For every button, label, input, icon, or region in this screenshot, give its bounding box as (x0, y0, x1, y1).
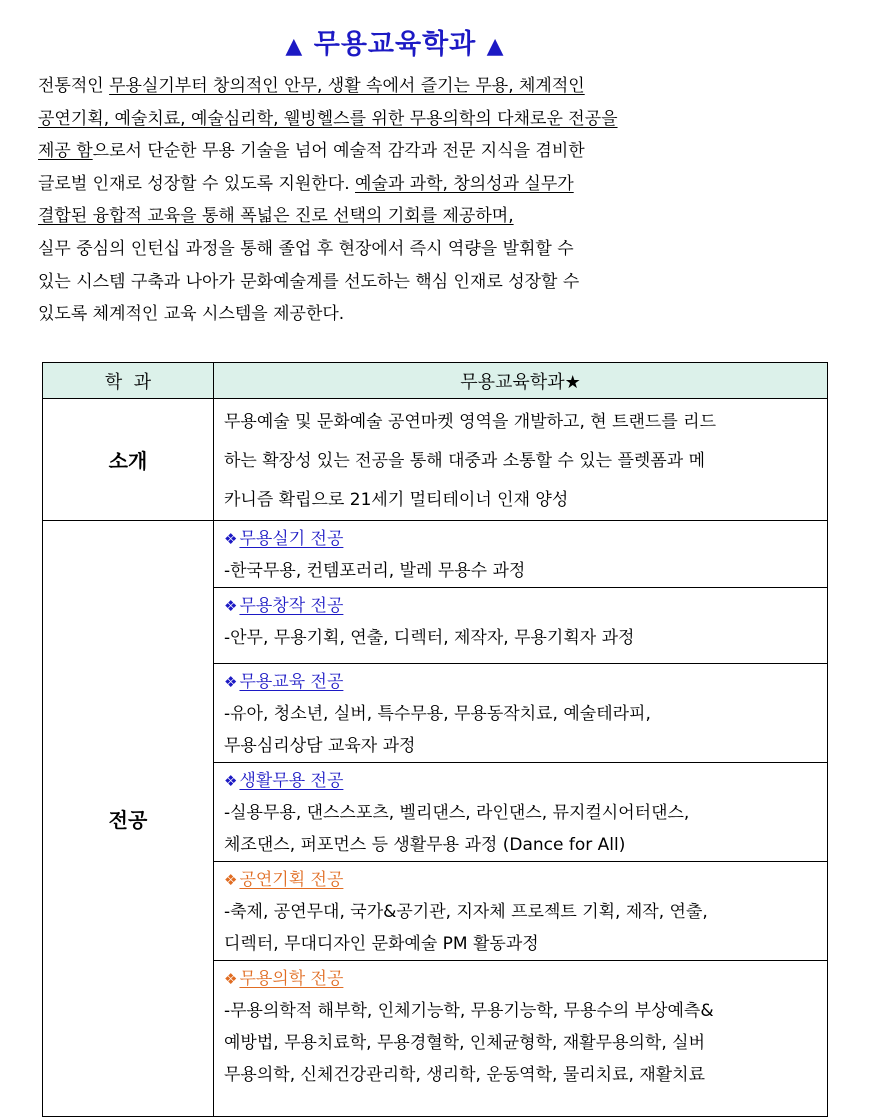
major-title-text: 무용의학 전공 (239, 969, 344, 989)
intro-line (38, 200, 798, 233)
major-title-text: 무용창작 전공 (239, 596, 344, 616)
department-table (42, 362, 828, 1117)
major-description-line: -축제, 공연무대, 국가&공기관, 지자체 프로젝트 기획, 제작, 연출, (224, 902, 708, 922)
diamond-bullet-icon: ❖ (224, 673, 238, 691)
intro-label: 소개 (43, 399, 214, 521)
major-description-line: -실용무용, 댄스스포츠, 벨리댄스, 라인댄스, 뮤지컬시어터댄스, (224, 803, 690, 823)
intro-description-line: 하는 확장성 있는 전공을 통해 대중과 소통할 수 있는 플렛폼과 메 (224, 451, 706, 471)
triangle-up-icon: ▲ (486, 34, 505, 59)
intro-line (38, 298, 798, 331)
title-text: 무용교육학과 (313, 29, 477, 60)
page-title (0, 22, 790, 61)
major-title (224, 765, 821, 797)
table-header-row (43, 363, 828, 399)
underlined-text: 무용실기부터 창의적인 안무, 생활 속에서 즐기는 무용, 체계적인 (109, 76, 585, 96)
major-title-text: 무용실기 전공 (239, 529, 344, 549)
diamond-bullet-icon: ❖ (224, 871, 238, 889)
major-title (224, 864, 821, 896)
major-description-line: 디렉터, 무대디자인 문화예술 PM 활동과정 (224, 934, 539, 954)
major-description-line: -무용의학적 해부학, 인체기능학, 무용기능학, 무용수의 부상예측& (224, 1001, 714, 1021)
intro-line (38, 103, 798, 136)
major-cell (214, 961, 828, 1117)
underlined-text: 예술과 과학, 창의성과 실무가 (355, 173, 574, 194)
major-cell (214, 521, 828, 588)
major-cell (214, 588, 828, 664)
intro-line (38, 135, 798, 168)
diamond-bullet-icon: ❖ (224, 530, 238, 548)
intro-description-line: 무용예술 및 문화예술 공연마켓 영역을 개발하고, 현 트랜드를 리드 (224, 412, 717, 432)
major-cell (214, 763, 828, 862)
intro-line (38, 233, 798, 266)
major-title-text: 무용교육 전공 (239, 672, 344, 692)
underlined-text: 제공 함 (38, 141, 93, 162)
underlined-text: 공연기획, 예술치료, 예술심리학, 웰빙헬스를 위한 무용의학의 다채로운 전공을 (38, 108, 618, 129)
intro-text: 있도록 체계적인 교육 시스템을 제공한다. (38, 304, 345, 325)
major-cell (214, 664, 828, 763)
major-title-text: 공연기획 전공 (239, 870, 344, 890)
intro-text: 있는 시스템 구축과 나아가 문화예술계를 선도하는 핵심 인재로 성장할 수 (38, 271, 580, 292)
major-description-line: 무용의학, 신체건강관리학, 생리학, 운동역학, 물리치료, 재활치료 (224, 1065, 706, 1085)
major-title (224, 963, 821, 995)
intro-description (214, 399, 828, 521)
major-title-text: 생활무용 전공 (239, 771, 344, 791)
major-description-line: -유아, 청소년, 실버, 특수무용, 무용동작치료, 예술테라피, (224, 704, 651, 724)
major-description-line: -안무, 무용기획, 연출, 디렉터, 제작자, 무용기획자 과정 (224, 628, 635, 648)
intro-text: 전통적인 (38, 76, 110, 96)
major-cell (214, 862, 828, 961)
major-title (224, 666, 821, 698)
diamond-bullet-icon: ❖ (224, 772, 238, 790)
intro-line (38, 70, 798, 103)
intro-text: 으로서 단순한 무용 기술을 넘어 예술적 감각과 전문 지식을 겸비한 (92, 141, 585, 162)
intro-text: 실무 중심의 인턴십 과정을 통해 졸업 후 현장에서 즉시 역량을 발휘할 수 (38, 238, 574, 259)
major-description-line: 무용심리상담 교육자 과정 (224, 736, 416, 756)
diamond-bullet-icon: ❖ (224, 597, 238, 615)
major-row (43, 521, 828, 588)
intro-line (38, 168, 798, 201)
intro-row (43, 399, 828, 521)
diamond-bullet-icon: ❖ (224, 970, 238, 988)
major-description-line: 예방법, 무용치료학, 무용경혈학, 인체균형학, 재활무용의학, 실버 (224, 1033, 706, 1053)
underlined-text: 결합된 융합적 교육을 통해 폭넓은 진로 선택의 기회를 제공하며, (38, 206, 514, 227)
major-title (224, 590, 821, 622)
intro-paragraph (38, 70, 798, 331)
major-description-line: 체조댄스, 퍼포먼스 등 생활무용 과정 (Dance for All) (224, 835, 626, 855)
intro-text: 글로벌 인재로 성장할 수 있도록 지원한다. (38, 173, 356, 194)
intro-description-line: 카니즘 확립으로 21세기 멀티테이너 인재 양성 (224, 490, 569, 510)
triangle-up-icon: ▲ (285, 34, 304, 59)
major-title (224, 523, 821, 555)
intro-line (38, 266, 798, 299)
major-description-line: -한국무용, 컨템포러리, 발레 무용수 과정 (224, 561, 526, 581)
majors-label: 전공 (43, 521, 214, 1117)
header-department-label: 학 과 (43, 363, 214, 399)
header-department-name: 무용교육학과★ (214, 363, 828, 399)
